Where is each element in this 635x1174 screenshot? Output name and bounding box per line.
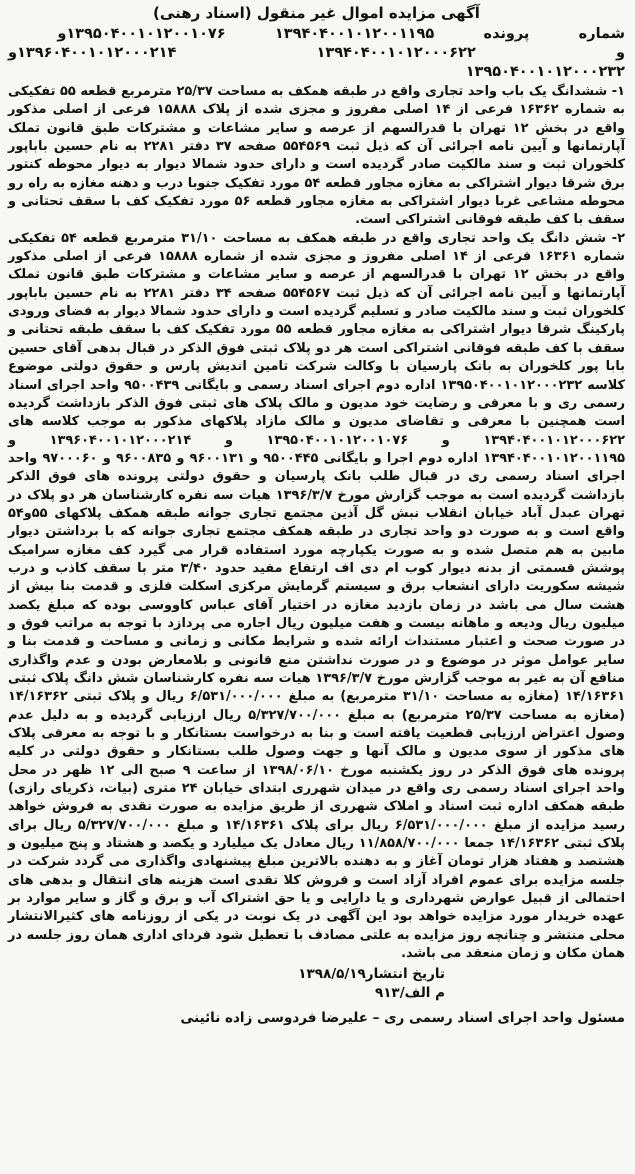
file-number: ۱۳۹۵۰۴۰۰۱۰۱۲۰۰۰۲۳۲: [465, 64, 625, 80]
notice-body: [8, 83, 625, 964]
publish-date: تاریخ انتشار۱۳۹۸/۵/۱۹: [298, 965, 445, 982]
paragraph-property-2: ۲- شش دانگ یک واحد تجاری واقع در طبقه همکف به مساحت ۳۱/۱۰ مترمربع قطعه ۵۴ تفکیکی شماره ۱۶۳۶۱ فرعی از ۱۴ اصلی مفروز و مجزی شده از شماره ۱۵۸۸۸ فرعی از اصلی مذکور واقع در بخش ۱۲ تهران با قدرالسهم از عرصه و سایر مشاعات و مشترکات طبق قانون تملک آپارتمانها و آیین نامه اجرائی آن که ذیل ثبت ۵۵۴۵۶۷ صفحه ۳۴ دفتر ۲۲۸۱ به نام حسین باباپور کلخوران ثبت و سند مالکیت صادر و تسلیم گردیده است و دارای حدود شمالا دیوار به فضای ورودی پارکینگ شرقا دیوار اشتراکی به مغازه مجاور قطعه ۵۵ مورد تفکیک کف با سقف طبقه تحتانی و سقف با کف طبقه فوقانی اشتراکی است هر دو پلاک ثبتی فوق الذکر در قبال بدهی آقای حسین بابا پور کلخوران به بانک پارسیان با وکالت شرکت تامین اندیش پارس و حقوق دولتی موضوع کلاسه ۱۳۹۵۰۴۰۰۱۰۱۲۰۰۰۲۳۲ اداره دوم اجرای اسناد رسمی و بایگانی ۹۵۰۰۴۳۹ واحد اجرای اسناد رسمی ری و با معرفی و رضایت خود مدیون و مالک پلاک های ثبتی فوق الذکر بازداشت گردیده است همچنین با معرفی و تقاضای مدیون و مالک مازاد پلاکهای مذکور به موجب کلاسه های ۱۳۹۴۰۴۰۰۱۰۱۲۰۰۰۶۲۲ و ۱۳۹۵۰۴۰۰۱۰۱۲۰۰۱۰۷۶ و ۱۳۹۶۰۴۰۰۱۰۱۲۰۰۰۲۱۴ و ۱۳۹۴۰۴۰۰۱۰۱۲۰۰۱۱۹۵ اداره دوم اجرا و بایگانی ۹۵۰۰۴۴۵ و ۹۶۰۰۱۳۱ و ۹۶۰۰۸۳۵ و ۹۷۰۰۰۶۰ واحد اجرای اسناد رسمی ری در قبال طلب بانک پارسیان و حقوق دولتی پرونده های فوق الذکر بازداشت گردیده است به موجب گزارش مورخ ۱۳۹۶/۳/۷ هیات سه نفره کارشناسان هر دو پلاک در تهران عبدل آباد خیابان انقلاب نبش گل آذین مجتمع تجاری جوانه طبقه همکف پلاکهای ۵۵و۵۴ واقع است و به صورت دو واحد تجاری در طبقه همکف مجتمع تجاری جوانه که با برداشتن دیوار مابین به هم متصل شده و به صورت یکپارچه مورد استفاده قرار می گیرد کف مغازه سرامیک پوشش قسمتی از بدنه دیوار کوب ام دی اف ارتفاع مفید حدود ۳/۴۰ متر با سقف کاذب و درب شیشه سکوریت دارای انشعاب برق و سیستم گرمایش مرکزی اسکلت فلزی و قدمت بنا بیش از هشت سال می باشد در زمان بازدید مغازه در اختیار آقای عباس کاووسی بوده که مبلغ یکصد میلیون ریال ودیعه و ماهانه بیست و هفت میلیون ریال اجاره می پردازد با توجه به مراتب فوق و در صورت صحت و اعتبار مستندات ارائه شده و شرایط مکانی و زمانی و مساحت و قدمت بنا و سایر عوامل موثر در موضوع و در صورت نداشتن منع قانونی و بلامعارض بودن و عدم واگذاری منافع آن به غیر به موجب گزارش مورخ ۱۳۹۶/۳/۷ هیات سه نفره کارشناسان شش دانگ پلاک ثبتی ۱۴/۱۶۳۶۱ (مغازه به مساحت ۳۱/۱۰ مترمربع) به مبلغ ۶/۵۳۱/۰۰۰/۰۰۰ ریال و پلاک ثبتی ۱۴/۱۶۳۶۲ (مغازه به مساحت ۲۵/۳۷ مترمربع) به مبلغ ۵/۳۲۷/۷۰۰/۰۰۰ ریال ارزیابی گردیده و به دلیل عدم وصول اعتراض ارزیابی قطعیت یافته است و بنا به درخواست بستانکار و با توجه به معرفی پلاک های مذکور از سوی مدیون و مالک آنها و جهت وصول طلب بستانکار و حقوق دولتی در کلیه پرونده های فوق الذکر در روز یکشنبه مورخ ۱۳۹۸/۰۶/۱۰ از ساعت ۹ صبح الی ۱۲ ظهر در محل واحد اجرای اسناد رسمی ری واقع در میدان شهرری ابتدای خیابان ۲۴ متری (بیات، ذکریای رازی) طبقه همکف اداره ثبت اسناد و املاک شهرری از طریق مزایده به صورت نقدی به فروش خواهد رسید مزایده از مبلغ ۶/۵۳۱/۰۰۰/۰۰۰ ریال برای پلاک ۱۴/۱۶۳۶۱ و مبلغ ۵/۳۲۷/۷۰۰/۰۰۰ ریال برای پلاک ثبتی ۱۴/۱۶۳۶۲ جمعا ۱۱/۸۵۸/۷۰۰/۰۰۰ ریال معادل یک میلیارد و یکصد و هشتاد و پنج میلیون و هشتصد و هفتاد هزار تومان آغاز و به دهنده بالاترین مبلغ پیشنهادی واگذاری می گردد شرکت در جلسه مزایده برای عموم افراد آزاد است و فروش کلا نقدی است هزینه های انتقال و بدهی های احتمالی از قبیل عوارض شهرداری و یا دارایی و یا حق اشتراک آب و برق و گاز و سایر موارد بر عهده خریدار مورد مزایده خواهد بود این آگهی در یک نوبت در یکی از روزنامه های کثیرالانتشار محلی منتشر و چنانچه روز مزایده به علتی مصادف با تعطیل شود فردای اداری همان روز جلسه در همان مکان و زمان منعقد می باشد.: [8, 230, 625, 962]
notice-footer: [8, 965, 625, 1028]
signature: مسئول واحد اجرای اسناد رسمی ری – علیرضا فردوسی زاده نائینی: [180, 1009, 625, 1026]
file-numbers-row-3: [8, 63, 625, 82]
file-number: ۱۳۹۴۰۴۰۰۱۰۱۲۰۰۰۶۲۲: [316, 45, 476, 61]
file-number-label: پرونده: [483, 26, 530, 42]
file-number: ۱۳۹۶۰۴۰۰۱۰۱۲۰۰۰۲۱۴و: [8, 45, 177, 61]
file-numbers-row-2: [8, 44, 625, 63]
paragraph-property-1: ۱- ششدانگ یک باب واحد تجاری واقع در طبقه همکف به مساحت ۲۵/۳۷ مترمربع قطعه ۵۵ تفکیکی به شماره ۱۶۳۶۲ فرعی از ۱۴ اصلی مفروز و مجزی شده از پلاک ۱۵۸۸۸ فرعی از اصلی مذکور واقع در بخش ۱۲ تهران با قدرالسهم از عرصه و سایر مشاعات و مشترکات طبق قانون تملک آپارتمانها و آیین نامه اجرائی آن که ذیل ثبت ۵۵۴۵۶۹ صفحه ۳۷ دفتر ۲۲۸۱ به نام حسین باباپور کلخوران ثبت و سند مالکیت صادر گردیده است و دارای حدود شمالا دیوار به دیوار محوطه کنتور برق شرقا دیوار اشتراکی به مغازه مجاور قطعه ۵۴ مورد تفکیک جنوبا درب و دهنه مغازه به راه رو محوطه مشاعی غربا دیوار اشتراکی به مغازه مجاور قطعه ۵۶ مورد تفکیک کف با سقف تحتانی و سقف با کف طبقه فوقانی اشتراکی است.: [8, 84, 626, 228]
file-number-label: شماره: [578, 26, 625, 42]
notice-code: م الف/۹۱۳: [374, 984, 445, 1001]
file-number-separator: و: [615, 45, 625, 61]
file-number: ۱۳۹۴۰۴۰۰۱۰۱۲۰۰۱۱۹۵: [274, 26, 435, 42]
file-numbers: [8, 25, 625, 82]
file-numbers-row-1: [8, 25, 625, 44]
notice-title: آگهی مزایده اموال غیر منقول (اسناد رهنی): [153, 4, 480, 22]
file-number: ۱۳۹۵۰۴۰۰۱۰۱۲۰۰۱۰۷۶و: [57, 26, 226, 42]
